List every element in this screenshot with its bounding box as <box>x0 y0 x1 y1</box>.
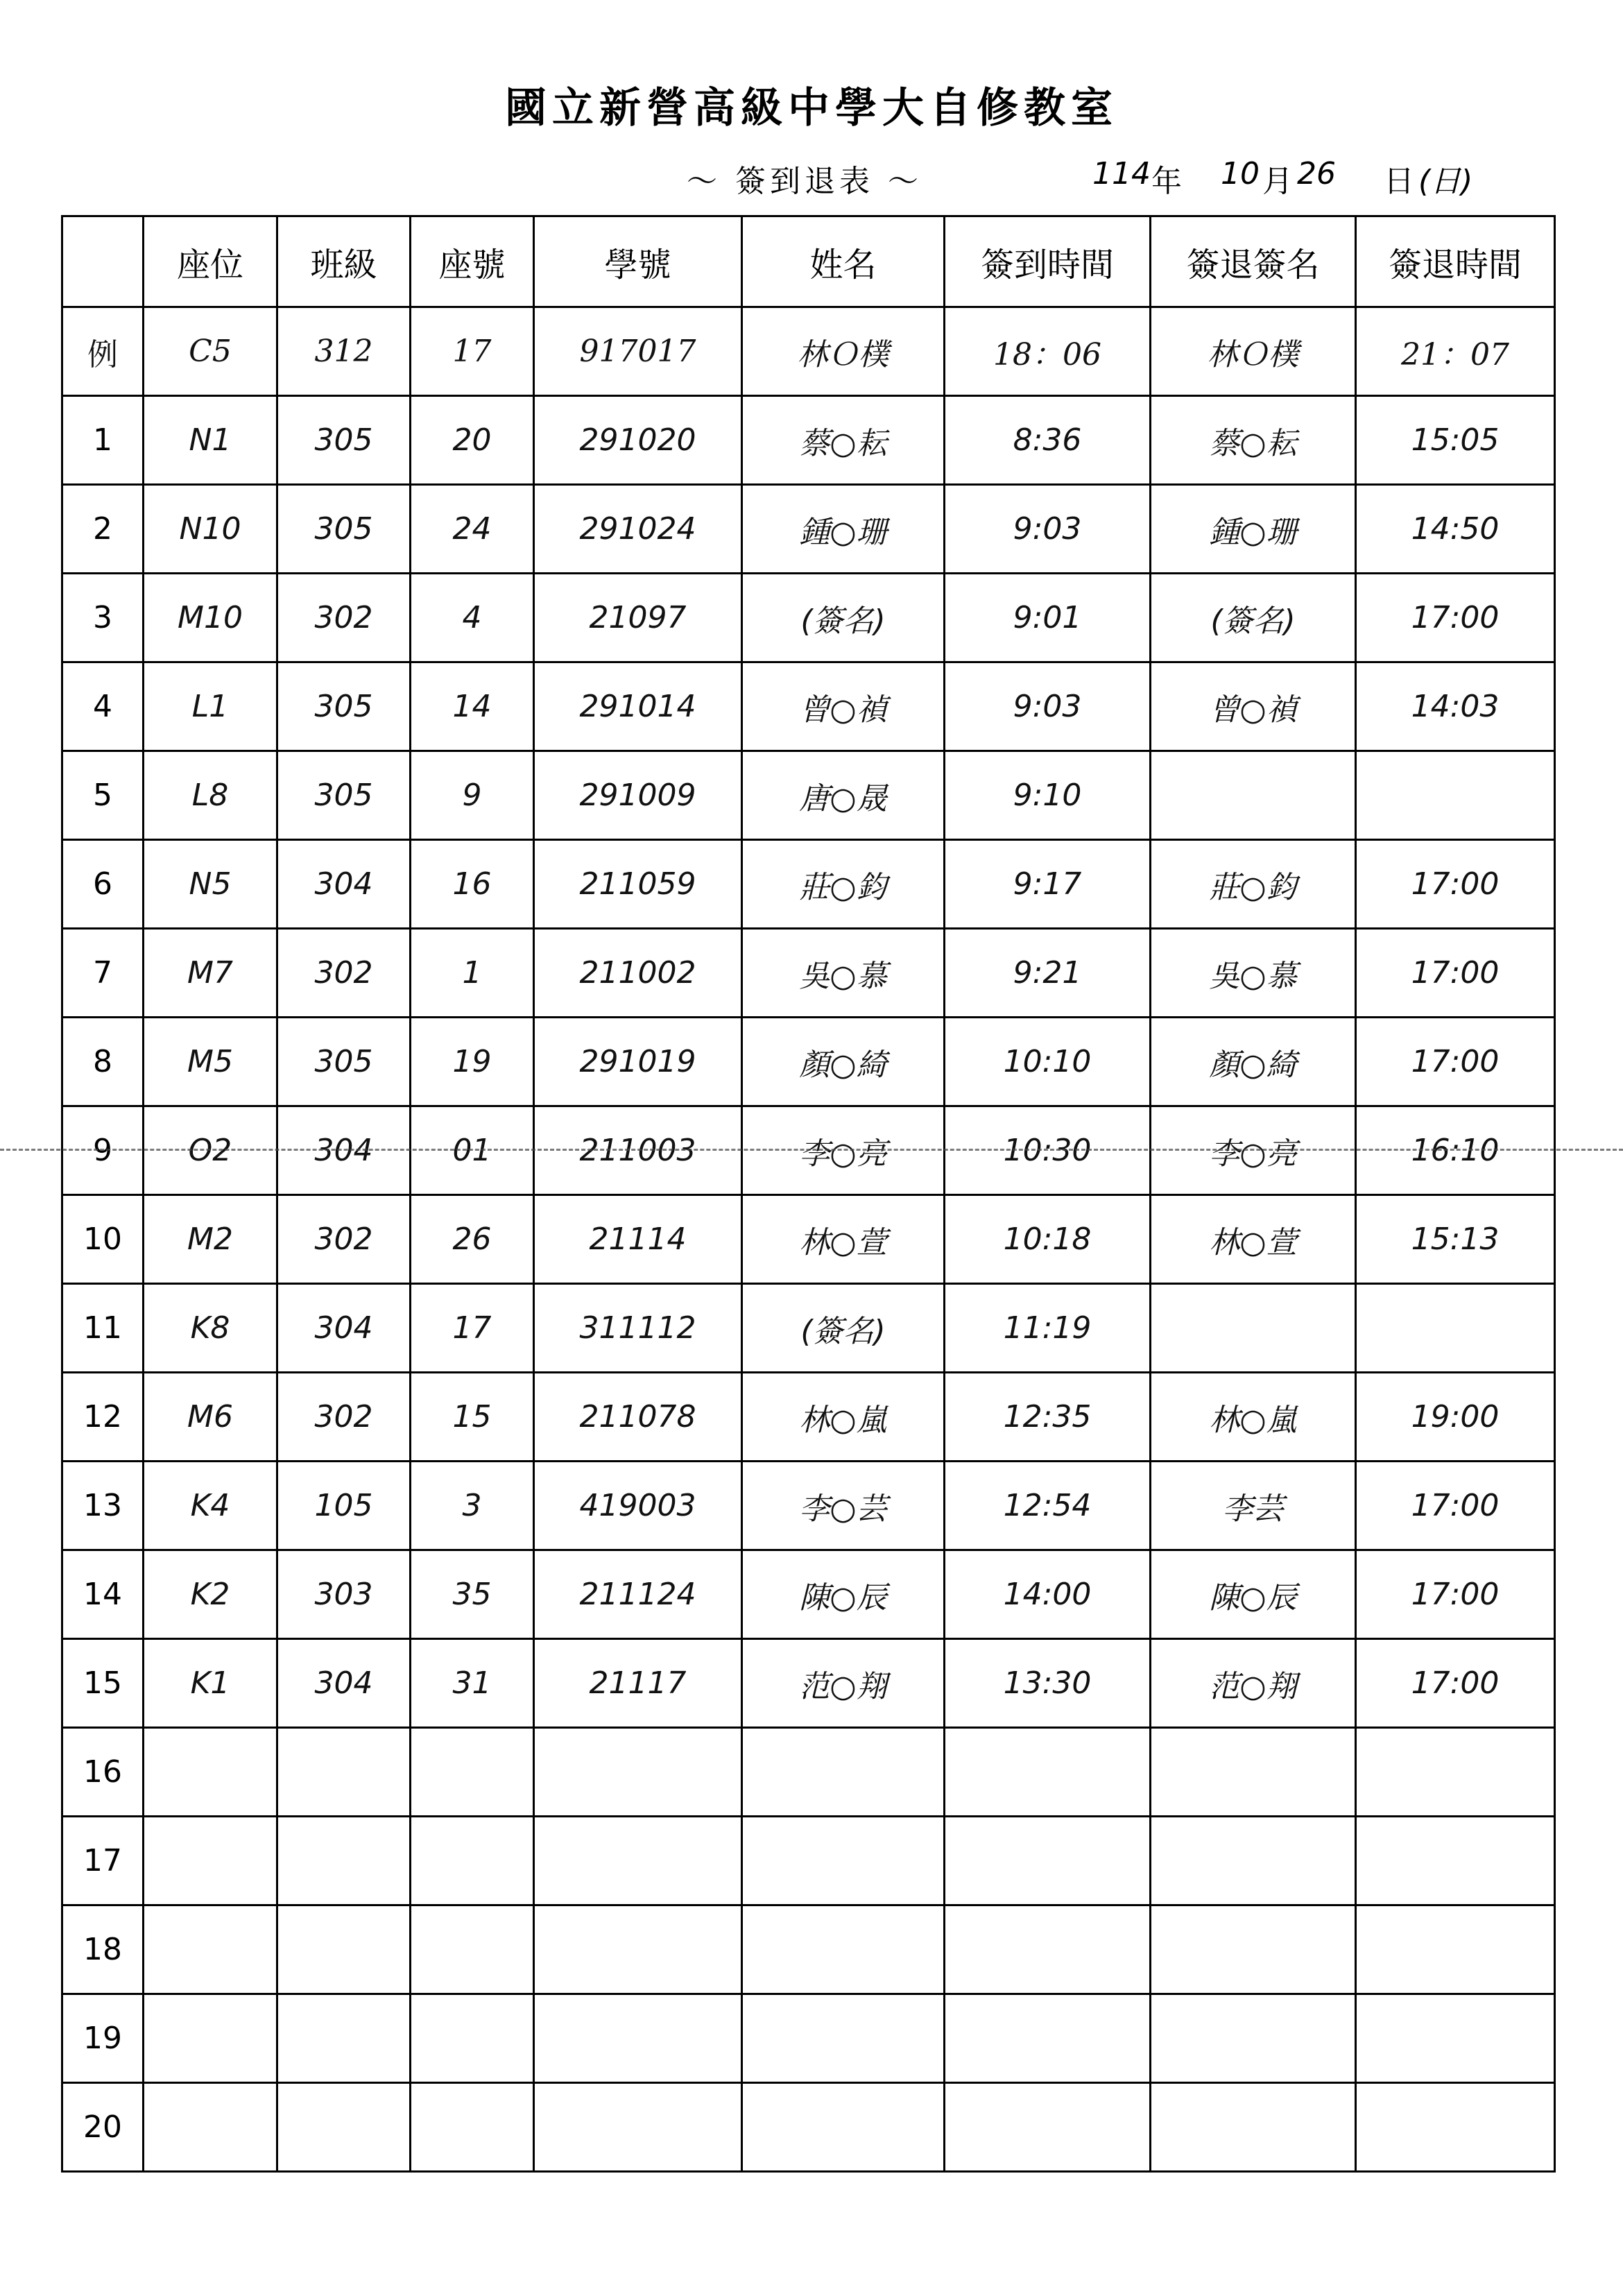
seat-number-cell[interactable]: 26 <box>411 1195 534 1284</box>
student-id-cell[interactable]: 291014 <box>534 662 742 751</box>
row-index: 6 <box>62 840 144 929</box>
seat-number-cell[interactable] <box>411 1994 534 2083</box>
class-cell[interactable] <box>277 2083 411 2172</box>
name-cell[interactable]: 林○嵐 <box>742 1373 945 1462</box>
row-index: 7 <box>62 929 144 1018</box>
seat-number-cell[interactable]: 17 <box>411 1284 534 1373</box>
row-index: 10 <box>62 1195 144 1284</box>
sign-in-time-cell[interactable] <box>945 2083 1151 2172</box>
sign-out-signature-cell[interactable] <box>1151 751 1356 840</box>
class-cell[interactable]: 305 <box>277 485 411 574</box>
sign-out-signature-cell[interactable] <box>1151 1284 1356 1373</box>
table-header-row <box>62 216 1555 307</box>
seat-cell[interactable]: M2 <box>144 1195 277 1284</box>
seat-number-cell[interactable]: 14 <box>411 662 534 751</box>
name-cell[interactable]: 吳○慕 <box>742 929 945 1018</box>
sign-in-out-table <box>61 215 1556 2173</box>
class-cell[interactable]: 305 <box>277 396 411 485</box>
seat-cell[interactable]: M6 <box>144 1373 277 1462</box>
student-id-cell[interactable] <box>534 2083 742 2172</box>
class-cell[interactable]: 302 <box>277 929 411 1018</box>
example-row <box>62 307 1555 396</box>
table-row <box>62 1994 1555 2083</box>
seat-number-cell[interactable]: 16 <box>411 840 534 929</box>
class-cell[interactable] <box>277 1728 411 1817</box>
sign-in-time-cell[interactable]: 13:30 <box>945 1639 1151 1728</box>
table-row <box>62 1817 1555 1905</box>
sign-in-time-cell[interactable]: 9:10 <box>945 751 1151 840</box>
class-cell[interactable]: 304 <box>277 1106 411 1195</box>
sign-out-signature-cell[interactable]: 林○萱 <box>1151 1195 1356 1284</box>
date-month-label: 月 <box>1262 164 1293 199</box>
row-index: 20 <box>62 2083 144 2172</box>
sign-out-signature-cell[interactable] <box>1151 1817 1356 1905</box>
sign-in-time-cell[interactable]: 12:54 <box>945 1462 1151 1550</box>
sign-out-signature-cell[interactable] <box>1151 1728 1356 1817</box>
sign-out-time-cell[interactable]: 14:50 <box>1356 485 1555 574</box>
document-subtitle: ～ 簽到退表 ～ <box>687 164 922 199</box>
row-index: 14 <box>62 1550 144 1639</box>
class-cell[interactable]: 304 <box>277 1639 411 1728</box>
sign-in-time-cell[interactable]: 10:10 <box>945 1018 1151 1106</box>
class-cell[interactable] <box>277 1905 411 1994</box>
class-cell[interactable]: 304 <box>277 840 411 929</box>
row-index: 5 <box>62 751 144 840</box>
sign-out-signature-cell[interactable]: 范○翔 <box>1151 1639 1356 1728</box>
student-id-cell[interactable] <box>534 1994 742 2083</box>
student-id-cell[interactable]: 21097 <box>534 574 742 662</box>
name-cell[interactable] <box>742 1905 945 1994</box>
sign-out-signature-cell[interactable]: 陳○辰 <box>1151 1550 1356 1639</box>
sign-out-time-cell[interactable]: 15:13 <box>1356 1195 1555 1284</box>
seat-cell[interactable]: K1 <box>144 1639 277 1728</box>
row-index: 8 <box>62 1018 144 1106</box>
row-index: 15 <box>62 1639 144 1728</box>
column-header-sign-out-signature: 簽退簽名 <box>1151 216 1356 307</box>
student-id-cell[interactable]: 21117 <box>534 1639 742 1728</box>
sign-out-time-cell[interactable]: 17:00 <box>1356 1018 1555 1106</box>
class-cell[interactable]: 302 <box>277 1373 411 1462</box>
class-cell[interactable]: 304 <box>277 1284 411 1373</box>
student-id-cell[interactable] <box>534 1817 742 1905</box>
class-cell[interactable]: 305 <box>277 751 411 840</box>
seat-number-cell[interactable] <box>411 1905 534 1994</box>
sign-in-time-cell[interactable]: 9:17 <box>945 840 1151 929</box>
seat-cell[interactable]: L8 <box>144 751 277 840</box>
name-cell[interactable]: 李○亮 <box>742 1106 945 1195</box>
column-header-seat: 座位 <box>144 216 277 307</box>
sign-in-time-cell[interactable] <box>945 1905 1151 1994</box>
seat-number-cell[interactable]: 24 <box>411 485 534 574</box>
row-index: 19 <box>62 1994 144 2083</box>
example-sign-in-time: 18：06 <box>945 307 1151 396</box>
table-row <box>62 1106 1555 1195</box>
name-cell[interactable]: 陳○辰 <box>742 1550 945 1639</box>
sign-out-time-cell[interactable]: 17:00 <box>1356 1462 1555 1550</box>
sign-out-time-cell[interactable] <box>1356 1994 1555 2083</box>
sign-in-time-cell[interactable]: 9:21 <box>945 929 1151 1018</box>
sign-in-time-cell[interactable]: 9:03 <box>945 485 1151 574</box>
seat-number-cell[interactable]: 20 <box>411 396 534 485</box>
name-cell[interactable]: 莊○鈞 <box>742 840 945 929</box>
name-cell[interactable]: 鍾○珊 <box>742 485 945 574</box>
table-row <box>62 1195 1555 1284</box>
seat-cell[interactable]: M7 <box>144 929 277 1018</box>
name-cell[interactable]: 范○翔 <box>742 1639 945 1728</box>
student-id-cell[interactable]: 291024 <box>534 485 742 574</box>
sign-out-time-cell[interactable] <box>1356 751 1555 840</box>
date-year-label: 年 <box>1151 164 1182 199</box>
table-row <box>62 840 1555 929</box>
date-year-value: 114 <box>1092 156 1151 191</box>
sign-out-time-cell[interactable]: 19:00 <box>1356 1373 1555 1462</box>
row-index: 17 <box>62 1817 144 1905</box>
seat-cell[interactable]: O2 <box>144 1106 277 1195</box>
student-id-cell[interactable]: 291020 <box>534 396 742 485</box>
sign-out-time-cell[interactable]: 14:03 <box>1356 662 1555 751</box>
column-header-index <box>62 216 144 307</box>
row-index: 12 <box>62 1373 144 1462</box>
row-index: 4 <box>62 662 144 751</box>
seat-cell[interactable] <box>144 1817 277 1905</box>
name-cell[interactable]: 唐○晟 <box>742 751 945 840</box>
student-id-cell[interactable] <box>534 1905 742 1994</box>
sign-in-time-cell[interactable] <box>945 1728 1151 1817</box>
class-cell[interactable]: 305 <box>277 1018 411 1106</box>
name-cell[interactable] <box>742 1817 945 1905</box>
table-row <box>62 751 1555 840</box>
sign-out-time-cell[interactable] <box>1356 1817 1555 1905</box>
date-day-label: 日 <box>1384 164 1414 199</box>
table-row <box>62 1462 1555 1550</box>
seat-number-cell[interactable]: 9 <box>411 751 534 840</box>
class-cell[interactable]: 302 <box>277 574 411 662</box>
student-id-cell[interactable]: 211124 <box>534 1550 742 1639</box>
example-seat: C5 <box>144 307 277 396</box>
table-row <box>62 1639 1555 1728</box>
student-id-cell[interactable]: 419003 <box>534 1462 742 1550</box>
document-title: 國立新營高級中學大自修教室 <box>505 84 1118 132</box>
sign-in-time-cell[interactable] <box>945 1817 1151 1905</box>
column-header-seat-number: 座號 <box>411 216 534 307</box>
sign-out-signature-cell[interactable]: 李芸 <box>1151 1462 1356 1550</box>
table-row <box>62 485 1555 574</box>
sign-out-time-cell[interactable] <box>1356 1284 1555 1373</box>
table-row <box>62 1284 1555 1373</box>
date-month-value: 10 <box>1221 156 1260 191</box>
sign-out-signature-cell[interactable]: 曾○禎 <box>1151 662 1356 751</box>
name-cell[interactable] <box>742 1728 945 1817</box>
row-index: 13 <box>62 1462 144 1550</box>
sign-out-time-cell[interactable]: 16:10 <box>1356 1106 1555 1195</box>
sign-in-time-cell[interactable] <box>945 1994 1151 2083</box>
column-header-class: 班級 <box>277 216 411 307</box>
seat-cell[interactable]: K4 <box>144 1462 277 1550</box>
example-seat-number: 17 <box>411 307 534 396</box>
seat-number-cell[interactable]: 35 <box>411 1550 534 1639</box>
sign-out-signature-cell[interactable]: 莊○鈞 <box>1151 840 1356 929</box>
sign-out-time-cell[interactable] <box>1356 1728 1555 1817</box>
sign-in-time-cell[interactable]: 9:03 <box>945 662 1151 751</box>
seat-cell[interactable] <box>144 2083 277 2172</box>
class-cell[interactable]: 302 <box>277 1195 411 1284</box>
date-weekday: (日) <box>1418 164 1473 199</box>
seat-number-cell[interactable]: 3 <box>411 1462 534 1550</box>
seat-number-cell[interactable] <box>411 1817 534 1905</box>
seat-cell[interactable] <box>144 1905 277 1994</box>
table-row <box>62 1905 1555 1994</box>
student-id-cell[interactable] <box>534 1728 742 1817</box>
name-cell[interactable]: 李○芸 <box>742 1462 945 1550</box>
table-row <box>62 662 1555 751</box>
table-row <box>62 574 1555 662</box>
date-day-value: 26 <box>1297 156 1336 191</box>
sign-in-time-cell[interactable]: 11:19 <box>945 1284 1151 1373</box>
column-header-name: 姓名 <box>742 216 945 307</box>
name-cell[interactable] <box>742 1994 945 2083</box>
name-cell[interactable]: 林○萱 <box>742 1195 945 1284</box>
class-cell[interactable]: 105 <box>277 1462 411 1550</box>
seat-number-cell[interactable] <box>411 2083 534 2172</box>
name-cell[interactable]: (簽名) <box>742 574 945 662</box>
seat-cell[interactable] <box>144 1994 277 2083</box>
student-id-cell[interactable]: 211002 <box>534 929 742 1018</box>
sign-out-signature-cell[interactable]: (簽名) <box>1151 574 1356 662</box>
example-sign-out-signature: 林Ｏ樸 <box>1151 307 1356 396</box>
student-id-cell[interactable]: 291009 <box>534 751 742 840</box>
student-id-cell[interactable]: 311112 <box>534 1284 742 1373</box>
name-cell[interactable]: 曾○禎 <box>742 662 945 751</box>
example-sign-out-time: 21：07 <box>1356 307 1555 396</box>
sign-in-time-cell[interactable]: 10:18 <box>945 1195 1151 1284</box>
seat-number-cell[interactable]: 15 <box>411 1373 534 1462</box>
seat-cell[interactable]: N10 <box>144 485 277 574</box>
seat-cell[interactable]: N1 <box>144 396 277 485</box>
seat-cell[interactable]: K8 <box>144 1284 277 1373</box>
column-header-student-id: 學號 <box>534 216 742 307</box>
sign-out-signature-cell[interactable]: 蔡○耘 <box>1151 396 1356 485</box>
example-student-id: 917017 <box>534 307 742 396</box>
row-index: 18 <box>62 1905 144 1994</box>
seat-number-cell[interactable]: 31 <box>411 1639 534 1728</box>
seat-cell[interactable]: M5 <box>144 1018 277 1106</box>
class-cell[interactable]: 305 <box>277 662 411 751</box>
sign-out-signature-cell[interactable] <box>1151 2083 1356 2172</box>
sign-out-signature-cell[interactable] <box>1151 1994 1356 2083</box>
sign-in-time-cell[interactable]: 9:01 <box>945 574 1151 662</box>
sign-in-time-cell[interactable]: 12:35 <box>945 1373 1151 1462</box>
column-header-sign-in-time: 簽到時間 <box>945 216 1151 307</box>
name-cell[interactable] <box>742 2083 945 2172</box>
seat-number-cell[interactable] <box>411 1728 534 1817</box>
table-row <box>62 396 1555 485</box>
example-name: 林Ｏ樸 <box>742 307 945 396</box>
seat-number-cell[interactable]: 4 <box>411 574 534 662</box>
sign-out-time-cell[interactable]: 15:05 <box>1356 396 1555 485</box>
seat-number-cell[interactable]: 1 <box>411 929 534 1018</box>
student-id-cell[interactable]: 211059 <box>534 840 742 929</box>
example-index: 例 <box>62 307 144 396</box>
class-cell[interactable] <box>277 1994 411 2083</box>
sign-in-time-cell[interactable]: 8:36 <box>945 396 1151 485</box>
sign-out-time-cell[interactable]: 17:00 <box>1356 1639 1555 1728</box>
sign-out-time-cell[interactable]: 17:00 <box>1356 929 1555 1018</box>
sign-out-time-cell[interactable]: 17:00 <box>1356 840 1555 929</box>
sign-out-signature-cell[interactable]: 鍾○珊 <box>1151 485 1356 574</box>
name-cell[interactable]: (簽名) <box>742 1284 945 1373</box>
seat-cell[interactable]: L1 <box>144 662 277 751</box>
table-row <box>62 1018 1555 1106</box>
seat-number-cell[interactable]: 19 <box>411 1018 534 1106</box>
seat-cell[interactable] <box>144 1728 277 1817</box>
seat-cell[interactable]: M10 <box>144 574 277 662</box>
column-header-sign-out-time: 簽退時間 <box>1356 216 1555 307</box>
table-row <box>62 1728 1555 1817</box>
class-cell[interactable]: 303 <box>277 1550 411 1639</box>
sign-out-time-cell[interactable]: 17:00 <box>1356 574 1555 662</box>
sign-out-signature-cell[interactable]: 吳○慕 <box>1151 929 1356 1018</box>
table-row <box>62 1373 1555 1462</box>
sign-out-signature-cell[interactable] <box>1151 1905 1356 1994</box>
row-index: 16 <box>62 1728 144 1817</box>
sign-in-time-cell[interactable]: 14:00 <box>945 1550 1151 1639</box>
sign-in-time-cell[interactable]: 10:30 <box>945 1106 1151 1195</box>
table-row <box>62 2083 1555 2172</box>
sign-out-time-cell[interactable] <box>1356 1905 1555 1994</box>
sign-out-signature-cell[interactable]: 林○嵐 <box>1151 1373 1356 1462</box>
row-index: 11 <box>62 1284 144 1373</box>
seat-cell[interactable]: N5 <box>144 840 277 929</box>
student-id-cell[interactable]: 211078 <box>534 1373 742 1462</box>
row-index: 2 <box>62 485 144 574</box>
name-cell[interactable]: 顏○綺 <box>742 1018 945 1106</box>
row-index: 3 <box>62 574 144 662</box>
row-index: 1 <box>62 396 144 485</box>
row-index: 9 <box>62 1106 144 1195</box>
sign-out-signature-cell[interactable]: 李○亮 <box>1151 1106 1356 1195</box>
seat-cell[interactable]: K2 <box>144 1550 277 1639</box>
class-cell[interactable] <box>277 1817 411 1905</box>
student-id-cell[interactable]: 21114 <box>534 1195 742 1284</box>
name-cell[interactable]: 蔡○耘 <box>742 396 945 485</box>
sign-out-time-cell[interactable]: 17:00 <box>1356 1550 1555 1639</box>
sign-out-time-cell[interactable] <box>1356 2083 1555 2172</box>
student-id-cell[interactable]: 211003 <box>534 1106 742 1195</box>
student-id-cell[interactable]: 291019 <box>534 1018 742 1106</box>
sign-out-signature-cell[interactable]: 顏○綺 <box>1151 1018 1356 1106</box>
table-row <box>62 1550 1555 1639</box>
seat-number-cell[interactable]: 01 <box>411 1106 534 1195</box>
table-row <box>62 929 1555 1018</box>
example-class: 312 <box>277 307 411 396</box>
